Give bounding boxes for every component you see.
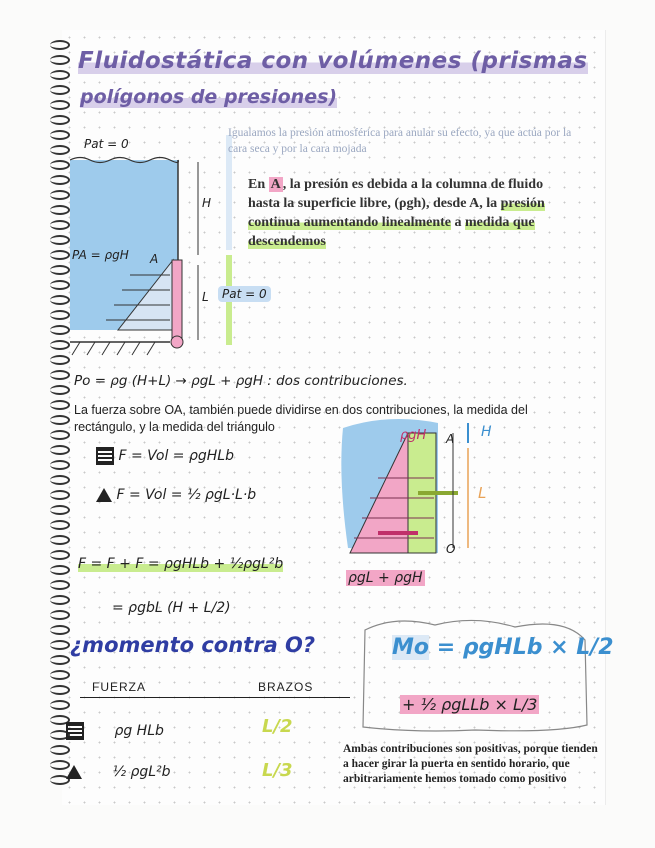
title-line-2: polígonos de presiones) [80, 86, 338, 108]
table-row: ½ ρgL²b [66, 764, 171, 780]
pat-right-label: Pat = 0 [218, 286, 271, 302]
title-line-1: Fluidostática con volúmenes (prismas [78, 48, 588, 74]
triangle-icon [66, 765, 82, 779]
spiral-ring [50, 445, 70, 455]
table-divider [80, 697, 350, 698]
l-label: L [202, 290, 209, 304]
spiral-ring [50, 610, 70, 620]
spiral-ring [50, 655, 70, 665]
f-tri-eq: F = Vol = ½ ρgL·L·b [96, 487, 256, 503]
spiral-ring [50, 250, 70, 260]
spiral-ring [50, 190, 70, 200]
spiral-ring [50, 565, 70, 575]
mo-cloud [355, 615, 595, 735]
spiral-ring [50, 415, 70, 425]
pa-label: PA = ρgH [72, 248, 129, 262]
triangle-icon [96, 488, 112, 502]
spiral-ring [50, 160, 70, 170]
ground-hatch [72, 342, 155, 355]
explanation-paragraph: En A , la presión es debida a la columna de fluido hasta la superficie libre, (ρgh), desde A, la presión continua aumentando linealmente a medida que descendemos [248, 177, 545, 249]
f-total-eq-2: = ρgbL (H + L/2) [112, 600, 231, 616]
spiral-ring [50, 640, 70, 650]
spiral-ring [50, 745, 70, 755]
brazo-row-2: L/3 [262, 760, 293, 781]
spiral-ring [50, 70, 70, 80]
spiral-ring [50, 100, 70, 110]
spiral-ring [50, 205, 70, 215]
a-label: A [150, 252, 159, 266]
table-row: ρg HLb [66, 722, 164, 740]
spiral-ring [50, 235, 70, 245]
spiral-ring [50, 370, 70, 380]
spiral-ring [50, 280, 70, 290]
col-brazos: BRAZOS [258, 680, 314, 694]
spiral-ring [50, 400, 70, 410]
spiral-ring [50, 535, 70, 545]
spiral-ring [50, 430, 70, 440]
spiral-ring [50, 700, 70, 710]
f-total-eq: F = F + F = ρgHLb + ½ρgL²b [78, 556, 284, 572]
conclusion-text: Ambas contribuciones son positivas, porque tienden a hacer girar la puerta en sentido horario, que arbitrariamente hemos tomado como positivo [343, 743, 598, 785]
spiral-ring [50, 145, 70, 155]
spiral-ring [50, 115, 70, 125]
spiral-ring [50, 340, 70, 350]
gray-note: Igualamos la presión atmosférica para anular su efecto, ya que actúa por la cara seca y por la cara mojada [228, 127, 572, 155]
h-label: H [202, 196, 212, 210]
force-paragraph: La fuerza sobre OA, también puede dividirse en dos contribuciones, la medida del rectángulo, y la medida del triángulo [74, 403, 528, 434]
sum-label: ρgL + ρgH [348, 570, 423, 586]
rectangle-icon [66, 722, 84, 740]
spiral-ring [50, 580, 70, 590]
spiral-ring [50, 670, 70, 680]
rectangle-icon [96, 447, 114, 465]
f-rect-eq: F = Vol = ρgHLb [96, 447, 234, 465]
spiral-ring [50, 685, 70, 695]
spiral-ring [50, 385, 70, 395]
spiral-binding [50, 40, 70, 800]
mo-equation-2: + ½ ρgLLb × L/3 [402, 695, 538, 714]
spiral-ring [50, 220, 70, 230]
pat-top-label: Pat = 0 [84, 137, 129, 151]
l2-label: L [478, 484, 487, 502]
po-equation: Po = ρg (H+L) → ρgL + ρgH : dos contribuciones. [74, 373, 408, 389]
a2-label: A [446, 432, 455, 446]
h2-label: H [481, 424, 492, 440]
spiral-ring [50, 520, 70, 530]
hinge-o [171, 336, 183, 348]
spiral-ring [50, 130, 70, 140]
spiral-ring [50, 355, 70, 365]
pgh-label: ρgH [400, 428, 427, 443]
spiral-ring [50, 325, 70, 335]
spiral-ring [50, 460, 70, 470]
spiral-ring [50, 295, 70, 305]
moment-question: ¿momento contra O? [70, 633, 316, 657]
mo-equation-1: Mo = ρgHLb × L/2 [392, 635, 614, 660]
spiral-ring [50, 550, 70, 560]
spiral-ring [50, 40, 70, 50]
spiral-ring [50, 625, 70, 635]
gate [172, 260, 182, 340]
spiral-ring [50, 475, 70, 485]
spiral-ring [50, 490, 70, 500]
spiral-ring [50, 85, 70, 95]
o-label: O [446, 542, 456, 556]
spiral-ring [50, 595, 70, 605]
spiral-ring [50, 175, 70, 185]
spiral-ring [50, 505, 70, 515]
spiral-ring [50, 55, 70, 65]
spiral-ring [50, 310, 70, 320]
spiral-ring [50, 265, 70, 275]
brazo-row-1: L/2 [262, 716, 293, 737]
col-fuerza: FUERZA [92, 680, 146, 694]
